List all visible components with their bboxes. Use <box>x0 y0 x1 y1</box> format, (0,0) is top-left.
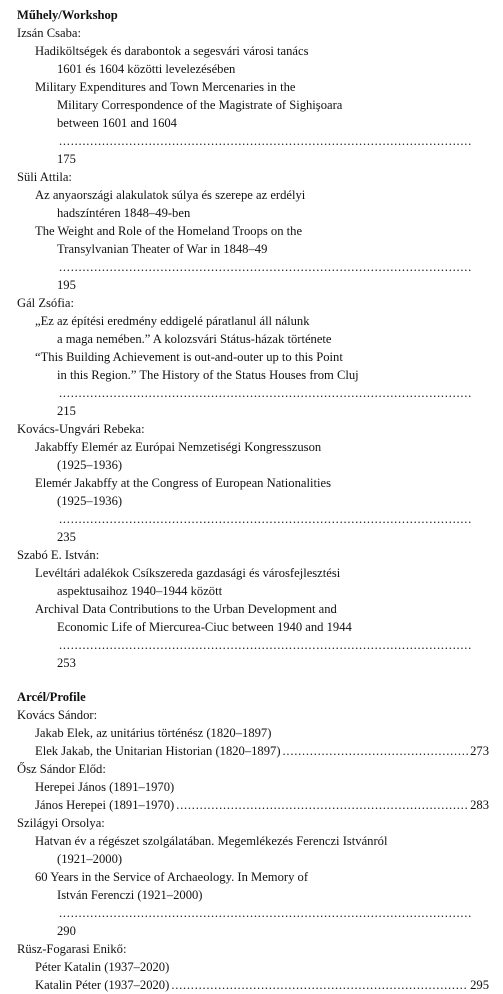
title-last-line <box>35 366 489 420</box>
title-line: Az anyaországi alakulatok súlya és szerepe az erdélyi <box>35 188 306 202</box>
title-last-line <box>35 114 489 168</box>
entry-title-en[interactable] <box>17 600 489 672</box>
section-heading: Arcél/Profile <box>17 690 86 704</box>
dot-leader <box>171 976 468 994</box>
section-profile <box>17 688 489 994</box>
toc-entry <box>17 294 489 420</box>
page-number: 273 <box>470 744 489 758</box>
entry-title-hu <box>17 958 489 976</box>
title-line: János Herepei (1891–1970) <box>35 798 175 812</box>
title-line: hadszíntéren 1848–49-ben <box>57 206 191 220</box>
entry-author: Ősz Sándor Előd: <box>17 762 106 776</box>
page-number: 235 <box>57 530 76 544</box>
entry-title-hu <box>17 438 489 474</box>
title-line: Jakabffy Elemér az Európai Nemzetiségi Kongresszuson <box>35 440 322 454</box>
toc-entry <box>17 940 489 994</box>
title-line: Elek Jakab, the Unitarian Historian (1820–1897) <box>35 744 281 758</box>
dot-leader <box>59 512 470 526</box>
entry-title-hu <box>17 42 489 78</box>
entry-title-en[interactable] <box>17 796 489 814</box>
title-last-line <box>35 886 489 940</box>
dot-leader <box>59 906 470 920</box>
section-workshop <box>17 6 489 672</box>
title-line: Elemér Jakabffy at the Congress of European Nationalities <box>35 476 331 490</box>
entry-author: Rüsz-Fogarasi Enikő: <box>17 942 127 956</box>
entry-author: Izsán Csaba: <box>17 26 81 40</box>
entry-author: Szabó E. István: <box>17 548 100 562</box>
entry-title-en[interactable] <box>17 78 489 168</box>
entry-title-en[interactable] <box>17 976 489 994</box>
toc-entry <box>17 760 489 814</box>
title-line: Economic Life of Miercurea-Ciuc between 1940 and 1944 <box>57 620 352 634</box>
title-line: Herepei János (1891–1970) <box>35 780 175 794</box>
title-line: Military Correspondence of the Magistrate of Sighişoara <box>57 98 343 112</box>
title-line: István Ferenczi (1921–2000) <box>57 888 203 902</box>
title-last-line <box>35 240 489 294</box>
title-last-line <box>35 492 489 546</box>
dot-leader <box>59 638 470 652</box>
entry-title-hu <box>17 832 489 868</box>
title-line: aspektusaihoz 1940–1944 között <box>57 584 223 598</box>
entry-title-en[interactable] <box>17 474 489 546</box>
title-line: in this Region.” The History of the Status Houses from Cluj <box>57 368 359 382</box>
entry-author: Kovács Sándor: <box>17 708 98 722</box>
entry-title-hu <box>17 724 489 742</box>
title-line: 1601 és 1604 közötti levelezésében <box>57 62 236 76</box>
page-number: 253 <box>57 656 76 670</box>
entry-title-en[interactable] <box>17 742 489 760</box>
dot-leader <box>176 796 468 814</box>
title-line: „Ez az építési eredmény eddigelé páratlanul áll nálunk <box>35 314 310 328</box>
title-line: 60 Years in the Service of Archaeology. In Memory of <box>35 870 309 884</box>
toc-entry <box>17 24 489 168</box>
title-line: Transylvanian Theater of War in 1848–49 <box>57 242 268 256</box>
title-line: Archival Data Contributions to the Urban Development and <box>35 602 337 616</box>
entry-title-hu <box>17 186 489 222</box>
title-line: Military Expenditures and Town Mercenaries in the <box>35 80 296 94</box>
title-line: Jakab Elek, az unitárius történész (1820–1897) <box>35 726 272 740</box>
page-number: 290 <box>57 924 76 938</box>
entry-title-en[interactable] <box>17 348 489 420</box>
entry-title-en[interactable] <box>17 222 489 294</box>
entry-author: Süli Attila: <box>17 170 72 184</box>
entry-author: Kovács-Ungvári Rebeka: <box>17 422 145 436</box>
toc-entry <box>17 420 489 546</box>
title-line: Péter Katalin (1937–2020) <box>35 960 170 974</box>
title-last-line <box>35 618 489 672</box>
dot-leader <box>283 742 469 760</box>
title-line: Hadiköltségek és darabontok a segesvári városi tanács <box>35 44 309 58</box>
title-last-line <box>35 796 489 814</box>
dot-leader <box>59 134 470 148</box>
entry-title-en[interactable] <box>17 868 489 940</box>
title-line: “This Building Achievement is out-and-outer up to this Point <box>35 350 343 364</box>
entry-title-hu <box>17 778 489 796</box>
entry-title-hu <box>17 564 489 600</box>
title-line: (1925–1936) <box>57 494 123 508</box>
section-spacer <box>17 672 489 688</box>
toc-entry <box>17 168 489 294</box>
title-line: a maga nemében.” A kolozsvári Státus-házak története <box>57 332 332 346</box>
entry-author: Szilágyi Orsolya: <box>17 816 105 830</box>
page-number: 295 <box>470 978 489 992</box>
page-number: 215 <box>57 404 76 418</box>
page-number: 195 <box>57 278 76 292</box>
section-heading: Műhely/Workshop <box>17 8 118 22</box>
title-line: The Weight and Role of the Homeland Troops on the <box>35 224 303 238</box>
title-line: Hatvan év a régészet szolgálatában. Megemlékezés Ferenczi Istvánról <box>35 834 388 848</box>
dot-leader <box>59 260 470 274</box>
title-line: (1921–2000) <box>57 852 123 866</box>
title-last-line <box>35 742 489 760</box>
dot-leader <box>59 386 470 400</box>
page-number: 283 <box>470 798 489 812</box>
toc-entry <box>17 706 489 760</box>
entry-author: Gál Zsófia: <box>17 296 75 310</box>
title-line: (1925–1936) <box>57 458 123 472</box>
entry-title-hu <box>17 312 489 348</box>
title-last-line <box>35 976 489 994</box>
title-line: Levéltári adalékok Csíkszereda gazdasági és városfejlesztési <box>35 566 341 580</box>
toc-entry <box>17 546 489 672</box>
toc-entry <box>17 814 489 940</box>
page-number: 175 <box>57 152 76 166</box>
title-line: Katalin Péter (1937–2020) <box>35 978 170 992</box>
title-line: between 1601 and 1604 <box>57 116 177 130</box>
